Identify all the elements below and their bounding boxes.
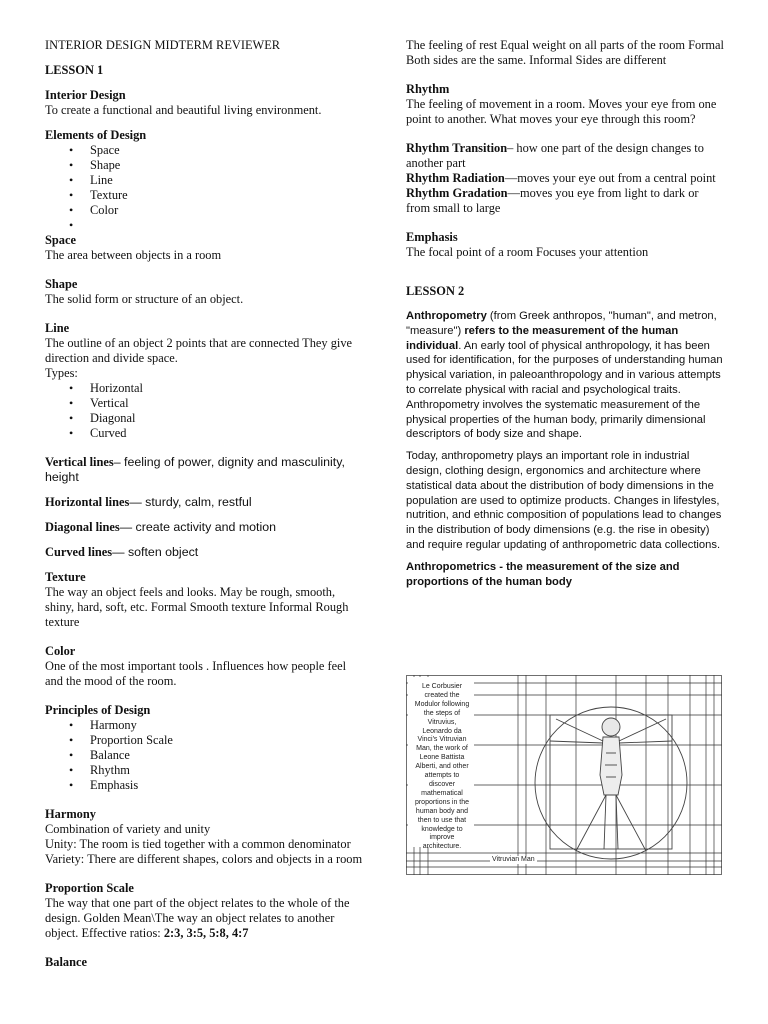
list-item: • Line bbox=[45, 173, 367, 188]
right-column bbox=[406, 38, 724, 589]
color-text: One of the most important tools . Influences how people feel and the mood of the room. bbox=[45, 659, 347, 688]
anthropometry-text-bold: refers to the measurement of the human individual bbox=[406, 324, 679, 352]
list-item: • Horizontal bbox=[45, 381, 367, 396]
space-heading: Space bbox=[45, 233, 76, 247]
list-item: • Diagonal bbox=[45, 411, 367, 426]
diagonal-lines-text: — create activity and motion bbox=[119, 520, 277, 534]
balance-heading: Balance bbox=[45, 955, 87, 969]
elements-list bbox=[45, 143, 367, 233]
rhythm-transition-para bbox=[406, 141, 724, 171]
caption-line: Modulor following bbox=[414, 700, 470, 708]
diagonal-lines-term: Diagonal lines bbox=[45, 520, 120, 534]
lesson1-heading: LESSON 1 bbox=[45, 63, 104, 77]
rhythm-gradation-para bbox=[406, 186, 724, 216]
anthropometry-para-2: Today, anthropometry plays an important role in industrial design, clothing design, ergonomics and architecture where statistical data about the distribution of body dimensions in the population are used to optimize products. Changes in lifestyles, nutrition, and ethnic composition of populations lead to changes in the distribution of body dimensions (e.g. the rise in obesity) and require regular updating of anthropometric data collections. bbox=[406, 450, 722, 551]
caption-line: Leone Battista bbox=[419, 754, 465, 762]
color-heading: Color bbox=[45, 644, 76, 658]
proportion-heading: Proportion Scale bbox=[45, 881, 134, 895]
horizontal-lines-para bbox=[45, 495, 367, 510]
diagonal-lines-para bbox=[45, 520, 367, 535]
vitruvian-man-label: Vitruvian Man bbox=[492, 856, 535, 863]
rhythm-transition-text: – how one part of the design changes to another part bbox=[406, 141, 704, 170]
shape-heading: Shape bbox=[45, 277, 78, 291]
line-types-label: Types: bbox=[45, 366, 78, 380]
elements-heading: Elements of Design bbox=[45, 128, 147, 142]
principles-list bbox=[45, 718, 367, 793]
texture-heading: Texture bbox=[45, 570, 86, 584]
anthropometry-term: Anthropometry bbox=[406, 310, 487, 322]
interior-design-heading: Interior Design bbox=[45, 88, 126, 102]
caption-line: Vitruvius, bbox=[427, 718, 457, 726]
lesson2-body bbox=[406, 309, 724, 589]
harmony-text-2: Unity: The room is tied together with a common denominator bbox=[45, 837, 351, 851]
emphasis-text: The focal point of a room Focuses your attention bbox=[406, 245, 649, 259]
caption-line: knowledge to bbox=[421, 825, 463, 833]
document-title: INTERIOR DESIGN MIDTERM REVIEWER bbox=[45, 38, 281, 52]
list-item: • Curved bbox=[45, 426, 367, 441]
list-item: • Emphasis bbox=[45, 778, 367, 793]
list-item: • Rhythm bbox=[45, 763, 367, 778]
caption-line: Le Corbusier bbox=[421, 683, 463, 690]
list-item bbox=[45, 218, 367, 233]
caption-line: created the bbox=[424, 691, 460, 699]
caption-line: architecture. bbox=[422, 843, 462, 851]
rhythm-gradation-text: —moves you eye from light to dark or from small to large bbox=[406, 186, 699, 215]
caption-line: Vinci's Vitruvian bbox=[417, 736, 467, 744]
emphasis-heading: Emphasis bbox=[406, 230, 458, 244]
proportion-para bbox=[45, 896, 367, 941]
caption-line: attempts to bbox=[424, 772, 460, 780]
list-item: • Harmony bbox=[45, 718, 367, 733]
texture-text: The way an object feels and looks. May be rough, smooth, shiny, hard, soft, etc. Formal Smooth texture Informal Rough texture bbox=[45, 585, 349, 629]
caption-line: Alberti, and other bbox=[415, 763, 469, 771]
caption-line: mathematical bbox=[421, 789, 463, 797]
anthropometrics-definition: Anthropometrics - the measurement of the size and proportions of the human body bbox=[406, 560, 680, 588]
proportion-text: The way that one part of the object relates to the whole of the design. Golden Mean\The way an object relates to another object. Effective ratios: bbox=[45, 896, 350, 940]
vitruvian-man-drawing bbox=[535, 707, 687, 859]
list-item: • Balance bbox=[45, 748, 367, 763]
list-item: • Color bbox=[45, 203, 367, 218]
list-item: • Vertical bbox=[45, 396, 367, 411]
rhythm-transition-term: Rhythm Transition bbox=[406, 141, 508, 155]
interior-design-text: To create a functional and beautiful living environment. bbox=[45, 103, 322, 117]
harmony-text-1: Combination of variety and unity bbox=[45, 822, 211, 836]
anthropometry-text-c: . An early tool of physical anthropology, it has been used for identification, for the purposes of understanding human physical variation, in paleoanthropology and in various attempts to correlate physical with racial and psychological traits. Anthropometry involves the systematic measurement of the physical properties of the human body, primarily dimensional descriptors of body size and shape. bbox=[406, 339, 723, 441]
caption-line: the steps of bbox=[423, 709, 461, 717]
curved-lines-text: — soften object bbox=[112, 545, 199, 559]
list-item: • Texture bbox=[45, 188, 367, 203]
curved-lines-term: Curved lines bbox=[45, 545, 113, 559]
caption-line: discover bbox=[428, 780, 456, 788]
anthropometry-text-a: (from Greek anthropos, "human", and metron, "measure") bbox=[406, 310, 717, 337]
line-text: The outline of an object 2 points that are connected They give direction and divide space. bbox=[45, 336, 353, 365]
rhythm-radiation-term: Rhythm Radiation bbox=[406, 171, 505, 185]
curved-lines-para bbox=[45, 545, 367, 560]
caption-line: Man, the work of bbox=[416, 745, 468, 753]
vertical-lines-text: – feeling of power, dignity and masculinity, height bbox=[45, 455, 345, 484]
rhythm-heading: Rhythm bbox=[406, 82, 450, 96]
vitruvian-man-figure bbox=[406, 675, 722, 875]
left-column bbox=[45, 38, 367, 970]
caption-line: human body and bbox=[415, 807, 469, 815]
space-text: The area between objects in a room bbox=[45, 248, 222, 262]
caption-line: Leonardo da bbox=[422, 727, 462, 735]
proportion-ratios: 2:3, 3:5, 5:8, 4:7 bbox=[163, 926, 249, 940]
horizontal-lines-text: — sturdy, calm, restful bbox=[129, 495, 252, 509]
rhythm-radiation-para bbox=[406, 171, 724, 186]
rhythm-gradation-term: Rhythm Gradation bbox=[406, 186, 508, 200]
caption-line: then to use that bbox=[417, 816, 467, 824]
lesson2-heading: LESSON 2 bbox=[406, 284, 465, 298]
rhythm-text: The feeling of movement in a room. Moves your eye from one point to another. What moves your eye through this room? bbox=[406, 97, 717, 126]
harmony-heading: Harmony bbox=[45, 807, 96, 821]
harmony-text-3: Variety: There are different shapes, colors and objects in a room bbox=[45, 852, 363, 866]
list-item: • Shape bbox=[45, 158, 367, 173]
line-heading: Line bbox=[45, 321, 70, 335]
list-item: • Space bbox=[45, 143, 367, 158]
list-item: • Proportion Scale bbox=[45, 733, 367, 748]
caption-line: proportions in the bbox=[414, 798, 470, 806]
caption-line: improve bbox=[429, 834, 455, 842]
vertical-lines-term: Vertical lines bbox=[45, 455, 114, 469]
line-types-list bbox=[45, 381, 367, 441]
figure-caption bbox=[410, 683, 474, 852]
horizontal-lines-term: Horizontal lines bbox=[45, 495, 130, 509]
balance-text: The feeling of rest Equal weight on all parts of the room Formal Both sides are the same. Informal Sides are different bbox=[406, 38, 724, 67]
vertical-lines-para bbox=[45, 455, 367, 485]
shape-text: The solid form or structure of an object. bbox=[45, 292, 244, 306]
principles-heading: Principles of Design bbox=[45, 703, 151, 717]
rhythm-radiation-text: —moves your eye out from a central point bbox=[504, 171, 716, 185]
anthropometry-para-1 bbox=[406, 309, 724, 442]
